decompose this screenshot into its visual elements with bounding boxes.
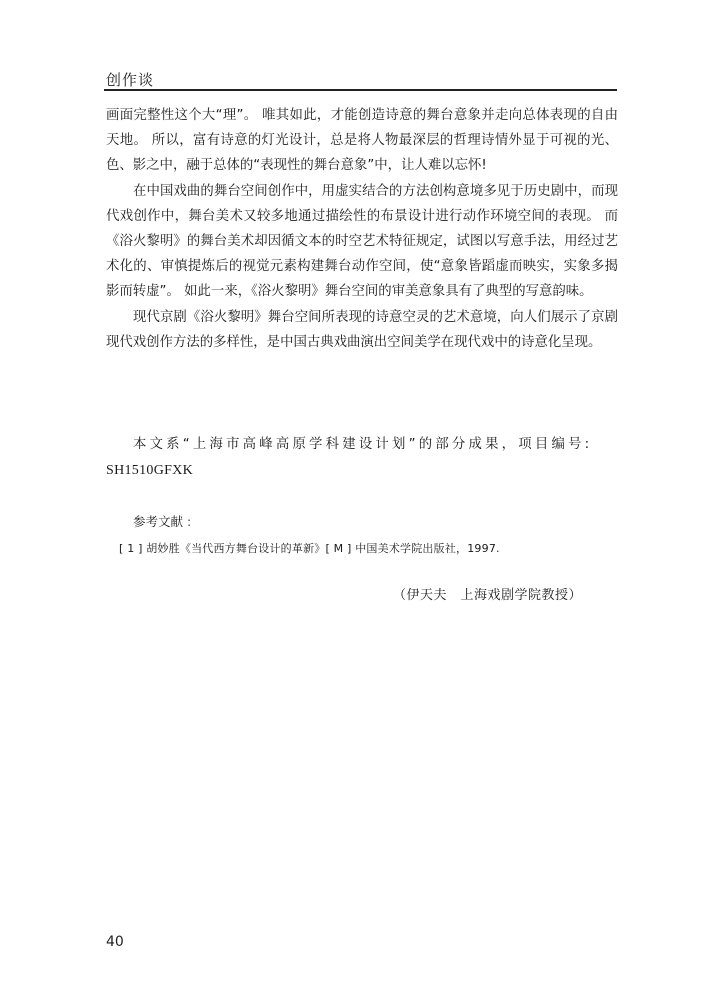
running-head: 创作谈 (106, 71, 155, 89)
funding-note (106, 432, 618, 484)
article-body (106, 103, 618, 355)
page-number: 40 (106, 934, 124, 950)
paragraph-2: 在中国戏曲的舞台空间创作中，用虚实结合的方法创构意境多见于历史剧中，而现代戏创作中，舞台美术又较多地通过描绘性的布景设计进行动作环境空间的表现。 而《浴火黎明》的舞台美术却因循文本的时空艺术特征规定，试图以写意手法，用经过艺术化的、审慎提炼后的视觉元素构建舞台动作空间，使“意象皆蹈虚而映实，实象多揭影而转虚”。 如此一来，《浴火黎明》舞台空间的审美意象具有了典型的写意韵味。 (106, 183, 618, 300)
references-title: 参考文献 (133, 514, 184, 529)
funding-project-code: SH1510GFXK (106, 463, 194, 478)
paragraph-1: 画面完整性这个大“理”。 唯其如此，才能创造诗意的舞台意象并走向总体表现的自由天地。 所以，富有诗意的灯光设计，总是将人物最深层的哲理诗情外显于可视的光、色、影之中，融于总体的“表现性的舞台意象”中，让人难以忘怀! (106, 108, 618, 174)
header-rule (104, 89, 617, 91)
paragraph-3: 现代京剧《浴火黎明》舞台空间所表现的诗意空灵的艺术意境，向人们展示了京剧现代戏创作方法的多样性，是中国古典戏曲演出空间美学在现代戏中的诗意化呈现。 (106, 309, 618, 350)
author-byline: （伊天夫 上海戏剧学院教授） (392, 588, 582, 603)
references-heading (133, 512, 191, 530)
references-colon: : (187, 514, 192, 529)
reference-item-1: [ 1 ] 胡妙胜《当代西方舞台设计的革新》[ M ] 中国美术学院出版社，1997. (119, 542, 500, 555)
funding-text: 本文系“上海市高峰高原学科建设计划”的部分成果，项目编号: (133, 437, 593, 452)
